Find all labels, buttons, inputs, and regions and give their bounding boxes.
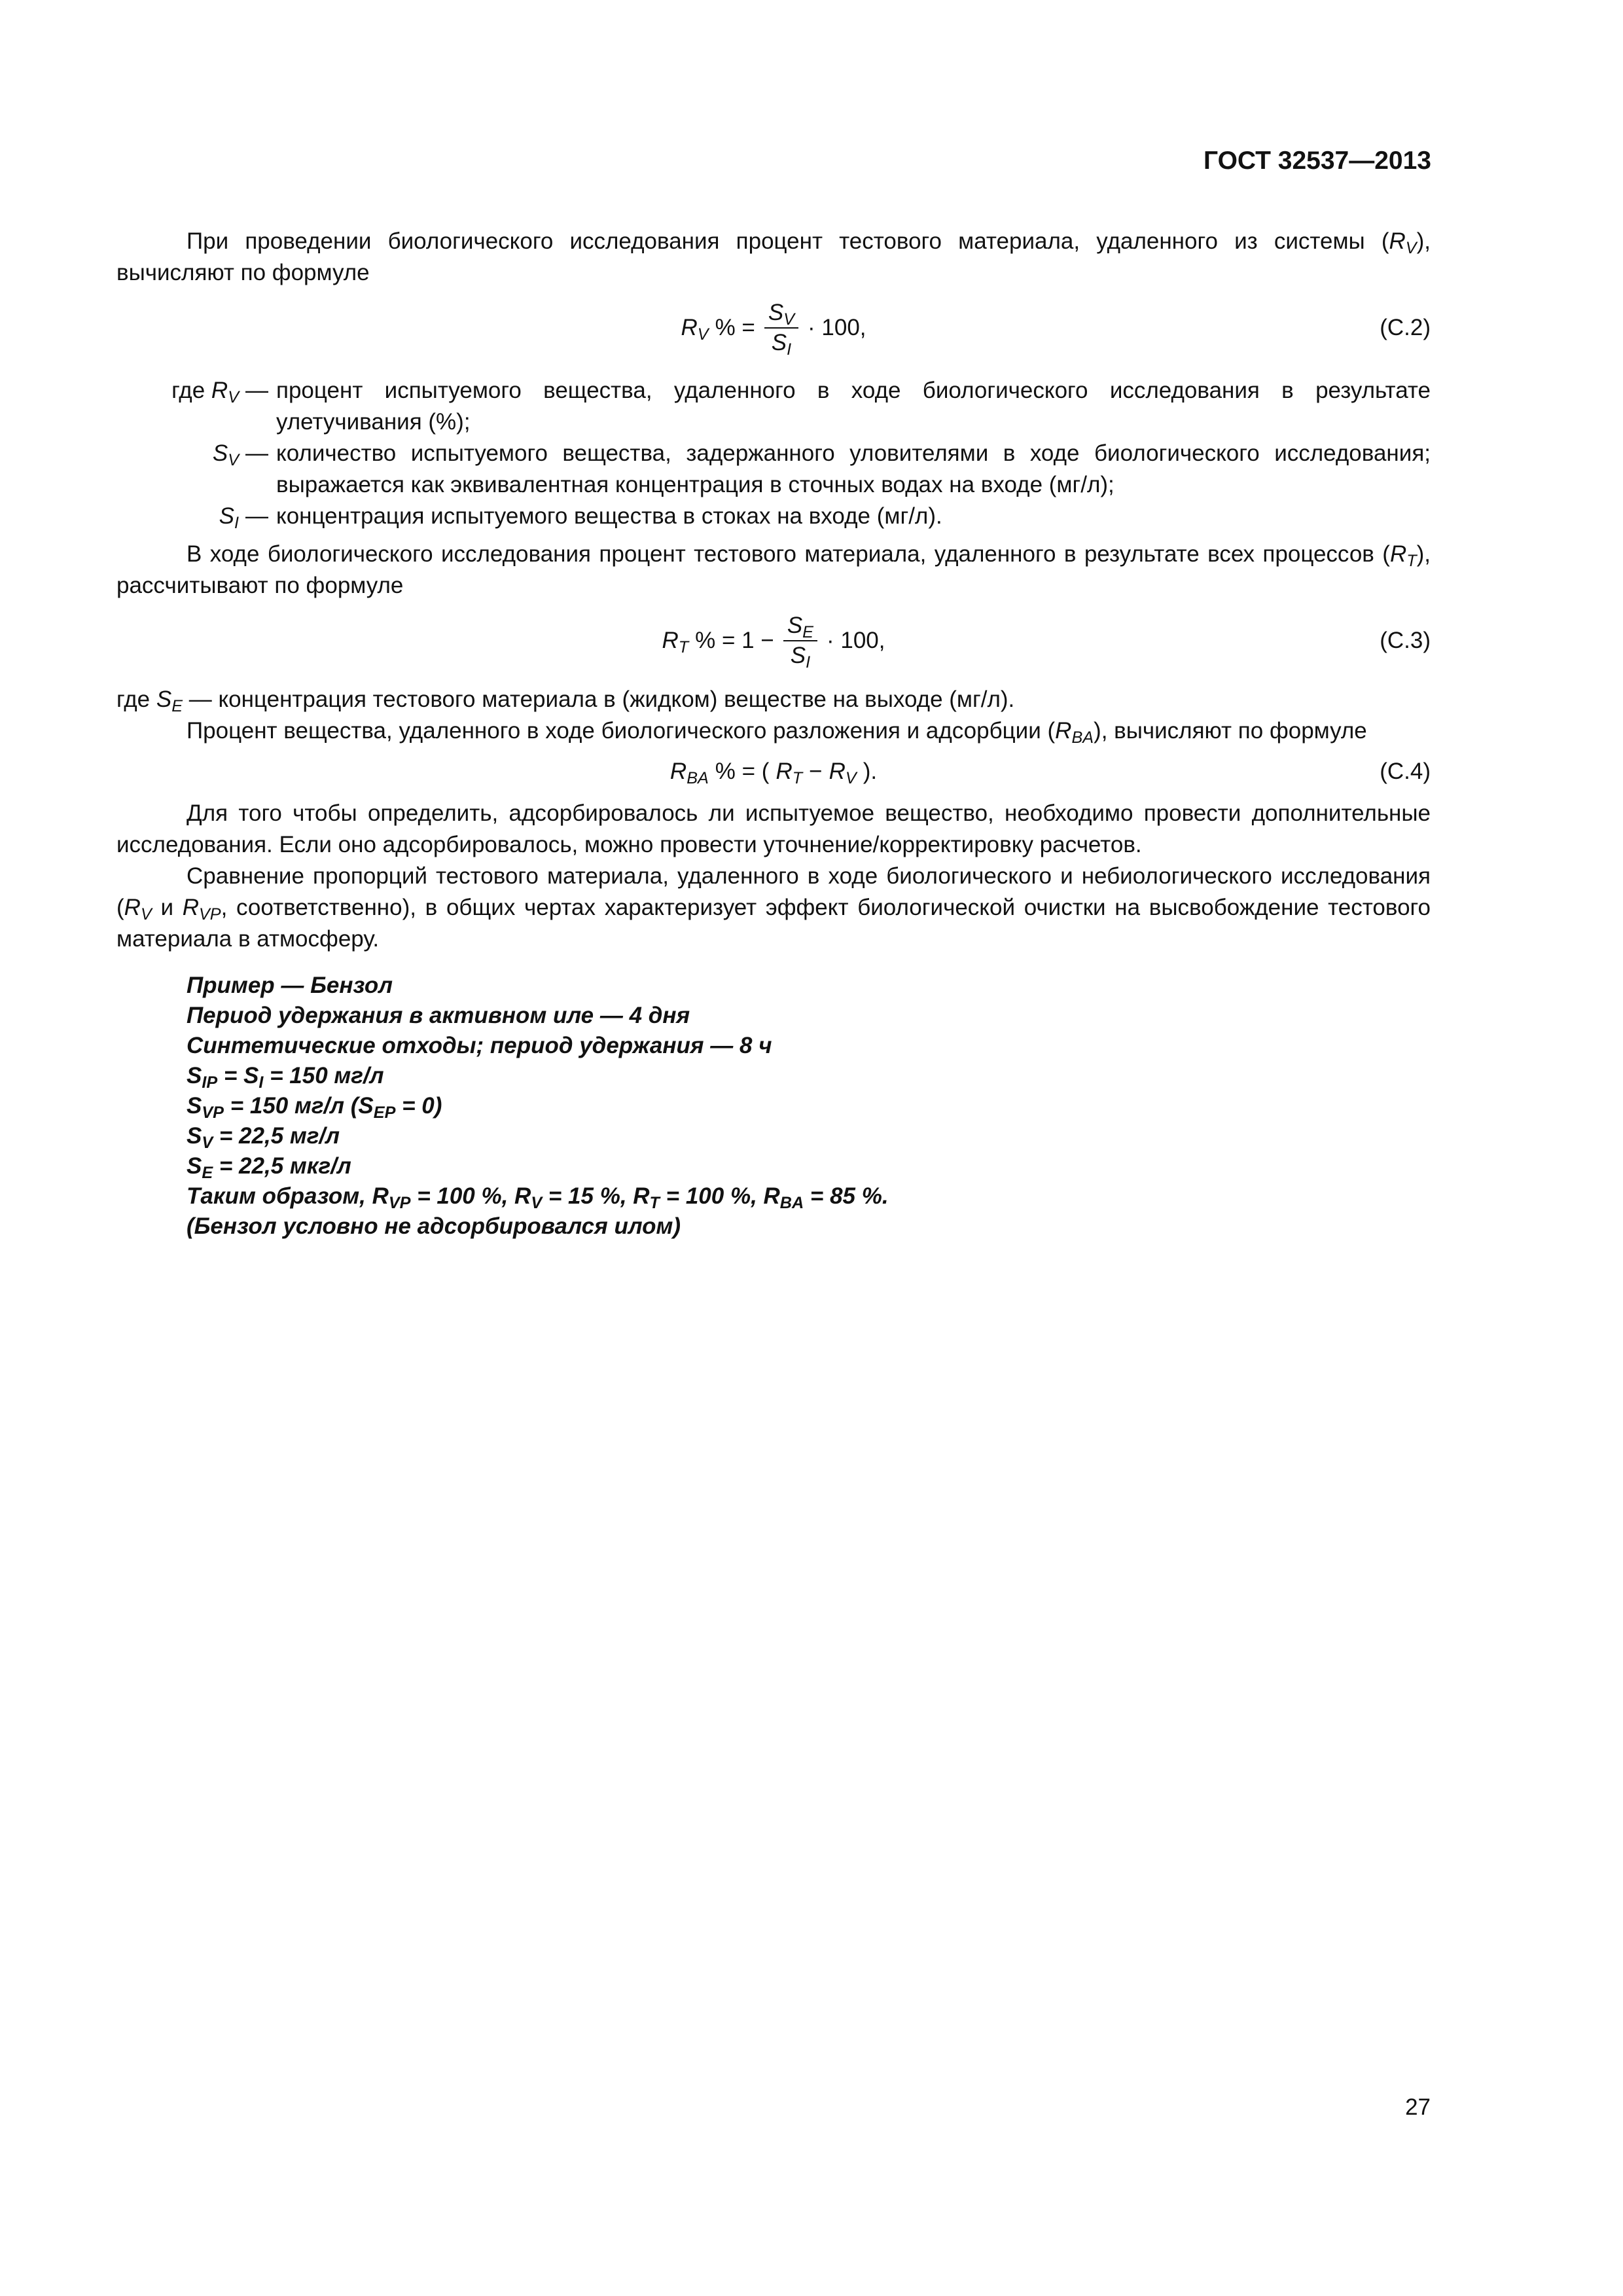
example-note: (Бензол условно не адсорбировался илом) [187, 1213, 681, 1239]
paragraph-comparison: Сравнение пропорций тестового материала, удаленного в ходе биологического и небиологического исследования ($R_V$ и $R_{VP}$, соответственно), в общих чертах характеризует эффект биологической очистки на высвобождение тестового материала в атмосферу. [116, 863, 1431, 952]
formula-c3: $R_T$ % = 1 − $\frac{S_E}{S_I}$ · 100, (С.3) [662, 613, 1431, 672]
formula-number-c3: (С.3) [1380, 628, 1431, 653]
paragraph-adsorption: Для того чтобы определить, адсорбировалось ли испытуемое вещество, необходимо провести дополнительные исследования. Если оно адсорбировалось, можно провести уточнение/корректировку расчетов. [116, 800, 1431, 857]
var-rt: $R_T$ [1389, 541, 1417, 571]
example-line: $S_{VP} = 150$ мг/л $(S_{EP} = 0)$ [187, 1093, 442, 1122]
where-list-1 [116, 375, 1431, 532]
example-title: Пример — Бензол [187, 973, 393, 998]
paragraph-rba-intro: Процент вещества, удаленного в ходе биологического разложения и адсорбции $(R_{BA})$, вычисляют по формуле [187, 718, 1367, 747]
example-line: $S_{IP} = S_I = 150$ мг/л [187, 1063, 384, 1092]
example-line: Период удержания в активном иле — 4 дня [187, 1003, 690, 1028]
page-content [116, 226, 1431, 1242]
example-line: Синтетические отходы; период удержания — 8 ч [187, 1033, 772, 1058]
var-rba: $R_{BA}$ [1055, 718, 1094, 747]
where-item-sv: $S_V$ — количество испытуемого вещества, задержанного уловителями в ходе биологического исследования; выражается как эквивалентная концентрация в сточных водах на входе (мг/л); [212, 440, 1431, 497]
document-header: ГОСТ 32537—2013 [1204, 147, 1431, 175]
paragraph-rt-intro: В ходе биологического исследования процент тестового материала, удаленного в результате всех процессов $(R_T)$, рассчитывают по формуле [116, 541, 1431, 598]
where-item-se: где $S_E$ — концентрация тестового материала в (жидком) веществе на выходе (мг/л). [116, 687, 1015, 716]
fraction-sv-si: $\frac{S_V}{S_I}$ [764, 298, 798, 357]
paragraph-rv-intro: При проведении биологического исследования процент тестового материала, удаленного из системы $(R_V)$, вычисляют по формуле [116, 228, 1431, 285]
where-item-si: $S_I$ — концентрация испытуемого вещества в стоках на входе (мг/л). [219, 503, 942, 533]
example-result: Таким образом, $R_{VP} = 100$ %, $R_V = 15$ %, $R_T = 100$ %, $R_{BA} = 85$ %. [187, 1183, 889, 1213]
formula-c4: $R_{BA}$ % = ( $R_T$ − $R_V$ ). (С.4) [116, 752, 1431, 791]
formula-number-c2: (С.2) [1380, 315, 1431, 340]
var-rv: $R_V$ [1389, 228, 1417, 258]
example-line: $S_E = 22,5$ мкг/л [187, 1153, 351, 1183]
fraction-se-si: $\frac{S_E}{S_I}$ [783, 611, 817, 670]
example-line: $S_V = 22,5$ мг/л [187, 1123, 340, 1153]
page-number: 27 [1405, 2094, 1431, 2120]
example-block [187, 971, 1431, 1242]
where-item-rv: где $R_V$ — процент испытуемого вещества, удаленного в ходе биологического исследования в результате улетучивания (%); [171, 378, 1431, 435]
formula-c2: $R_V$ % = $\frac{S_V}{S_I}$ · 100, (С.2) [681, 300, 1431, 359]
formula-number-c4: (С.4) [1380, 759, 1431, 784]
